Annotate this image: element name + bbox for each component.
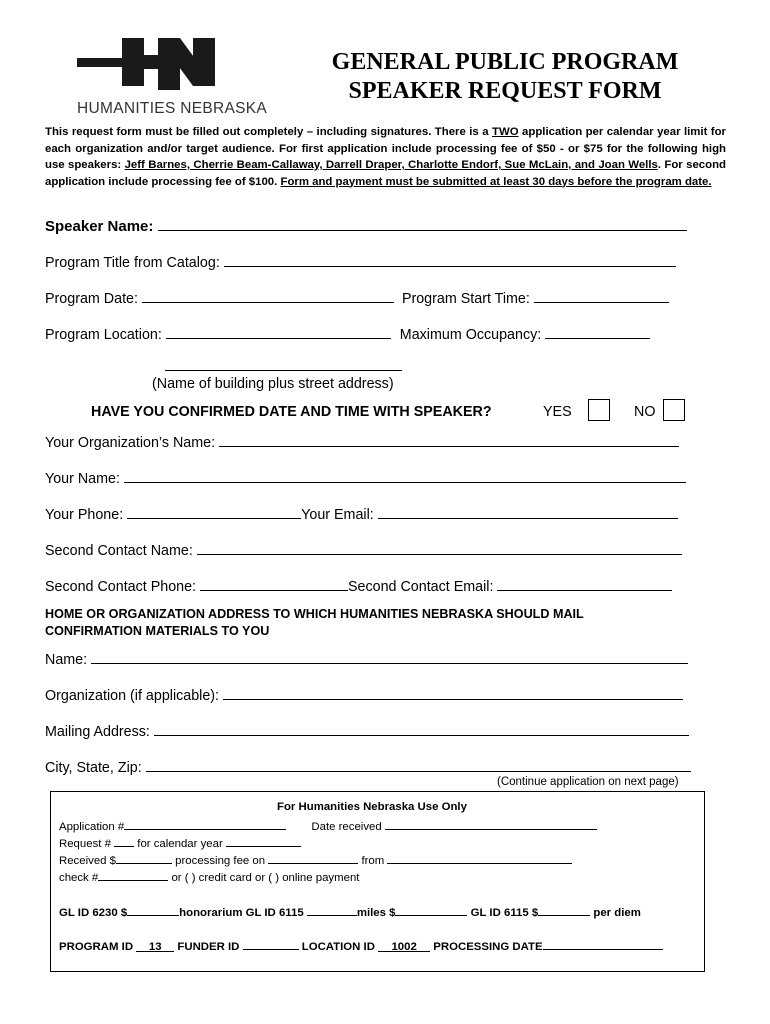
location-id-value: 1002	[378, 940, 430, 952]
check-row	[59, 869, 359, 885]
second-contact-phone-row	[45, 577, 672, 596]
mailing-address-label: Mailing Address:	[45, 724, 150, 740]
honorarium-label: honorarium GL ID 6115	[179, 907, 304, 919]
your-phone-field[interactable]	[127, 505, 301, 519]
request-field[interactable]	[114, 835, 134, 847]
humanities-nebraska-logo	[75, 38, 285, 118]
funder-id-field[interactable]	[243, 938, 299, 950]
mail-organization-row	[45, 686, 683, 705]
logo-org-name: HUMANITIES NEBRASKA	[77, 100, 268, 117]
check-label: check #	[59, 872, 99, 884]
check-field[interactable]	[98, 869, 168, 881]
confirm-question: HAVE YOU CONFIRMED DATE AND TIME WITH SPEAKER?	[91, 404, 492, 420]
mail-name-field[interactable]	[91, 650, 688, 664]
date-received-field[interactable]	[385, 818, 597, 830]
location-hint: (Name of building plus street address)	[152, 376, 394, 392]
second-contact-name-label: Second Contact Name:	[45, 543, 193, 559]
intro-payment-note: Form and payment must be submitted at least 30 days before the program date.	[280, 175, 712, 188]
mail-name-label: Name:	[45, 652, 88, 668]
gl-6230-label: GL ID 6230 $	[59, 907, 128, 919]
your-name-label: Your Name:	[45, 471, 120, 487]
hn-logo-mark-icon	[75, 38, 235, 98]
speaker-name-field[interactable]	[158, 217, 687, 231]
yes-label: YES	[543, 404, 572, 420]
program-location-row	[45, 325, 650, 344]
your-name-field[interactable]	[124, 469, 686, 483]
second-contact-phone-field[interactable]	[200, 577, 348, 591]
office-use-heading: For Humanities Nebraska Use Only	[277, 801, 467, 813]
intro-part1: This request form must be filled out completely – including signatures. There is a	[45, 126, 492, 138]
from-label: from	[361, 855, 385, 867]
program-date-label: Program Date:	[45, 291, 138, 307]
yes-checkbox[interactable]	[588, 399, 610, 421]
gl-6115-miles-field[interactable]	[307, 904, 357, 916]
program-date-field[interactable]	[142, 289, 394, 303]
per-diem-label: per diem	[593, 907, 641, 919]
per-diem-field[interactable]	[538, 904, 590, 916]
city-state-zip-label: City, State, Zip:	[45, 760, 142, 776]
speaker-name-row	[45, 217, 687, 236]
application-label: Application #	[59, 821, 125, 833]
request-label: Request #	[59, 838, 111, 850]
application-row	[59, 818, 597, 834]
processing-date-label: PROCESSING DATE	[433, 941, 543, 953]
city-state-zip-field[interactable]	[146, 758, 691, 772]
location-address-field[interactable]	[165, 358, 402, 371]
office-use-box	[50, 791, 705, 972]
org-name-label: Your Organization’s Name:	[45, 435, 216, 451]
intro-part3: . For second application include processing fee of $100.	[45, 159, 726, 188]
ids-row	[59, 938, 663, 954]
second-contact-email-label: Second Contact Email:	[348, 579, 494, 595]
funder-id-label: FUNDER ID	[177, 941, 240, 953]
program-date-row	[45, 289, 669, 308]
mailing-heading-line1: HOME OR ORGANIZATION ADDRESS TO WHICH HUMANITIES NEBRASKA SHOULD MAIL	[45, 607, 584, 621]
received-row	[59, 852, 572, 868]
mailing-address-field[interactable]	[154, 722, 689, 736]
mailing-heading-line2: CONFIRMATION MATERIALS TO YOU	[45, 623, 270, 638]
miles-amount-field[interactable]	[395, 904, 467, 916]
program-location-label: Program Location:	[45, 327, 162, 343]
calendar-year-field[interactable]	[226, 835, 301, 847]
intro-two: TWO	[492, 126, 519, 138]
received-label: Received $	[59, 855, 116, 867]
credit-online-label: or ( ) credit card or ( ) online payment	[171, 872, 360, 884]
phone-email-row	[45, 505, 678, 524]
program-title-label: Program Title from Catalog:	[45, 255, 220, 271]
second-contact-name-field[interactable]	[197, 541, 682, 555]
second-contact-name-row	[45, 541, 682, 560]
received-amount-field[interactable]	[116, 852, 172, 864]
your-email-field[interactable]	[378, 505, 678, 519]
processing-date-field[interactable]	[543, 938, 663, 950]
gl-row	[59, 904, 641, 920]
org-name-row	[45, 433, 679, 452]
maximum-occupancy-field[interactable]	[545, 325, 650, 339]
processing-fee-on-label: processing fee on	[175, 855, 266, 867]
your-phone-label: Your Phone:	[45, 507, 124, 523]
form-title	[300, 48, 710, 106]
program-location-field[interactable]	[166, 325, 391, 339]
continue-note: (Continue application on next page)	[497, 776, 679, 788]
gl-6230-field[interactable]	[127, 904, 179, 916]
your-name-row	[45, 469, 686, 488]
program-title-row	[45, 253, 676, 272]
maximum-occupancy-label: Maximum Occupancy:	[399, 327, 542, 343]
org-name-field[interactable]	[219, 433, 679, 447]
no-label: NO	[634, 404, 656, 420]
processing-fee-date-field[interactable]	[268, 852, 358, 864]
city-state-zip-row	[45, 758, 691, 777]
mail-name-row	[45, 650, 688, 669]
second-contact-email-field[interactable]	[497, 577, 672, 591]
program-title-field[interactable]	[224, 253, 676, 267]
mailing-address-row	[45, 722, 689, 741]
mail-organization-label: Organization (if applicable):	[45, 688, 220, 704]
calendar-year-label: for calendar year	[137, 838, 223, 850]
application-field[interactable]	[124, 818, 286, 830]
request-row	[59, 835, 301, 851]
from-field[interactable]	[387, 852, 572, 864]
form-title-line1: GENERAL PUBLIC PROGRAM	[331, 49, 679, 75]
intro-paragraph	[45, 124, 726, 190]
gl-6115-label: GL ID 6115 $	[470, 907, 539, 919]
date-received-label: Date received	[311, 821, 382, 833]
second-contact-phone-label: Second Contact Phone:	[45, 579, 197, 595]
program-id-value: 13	[136, 940, 174, 952]
intro-speakers: Jeff Barnes, Cherrie Beam-Callaway, Darrell Draper, Charlotte Endorf, Sue McLain, and Joan Wells	[124, 159, 658, 171]
mailing-address-heading	[45, 606, 725, 639]
program-start-time-field[interactable]	[534, 289, 669, 303]
intro-part2: application per calendar year limit for each organization and/or target audience. For first application include processing fee of $50 - or $75 for the following high use speakers:	[45, 126, 726, 171]
location-id-label: LOCATION ID	[301, 941, 375, 953]
form-title-line2: SPEAKER REQUEST FORM	[348, 78, 662, 104]
mail-organization-field[interactable]	[223, 686, 683, 700]
miles-label: miles $	[356, 907, 396, 919]
program-id-label: PROGRAM ID	[59, 941, 134, 953]
no-checkbox[interactable]	[663, 399, 685, 421]
your-email-label: Your Email:	[301, 507, 374, 523]
program-start-time-label: Program Start Time:	[401, 291, 530, 307]
speaker-name-label: Speaker Name:	[45, 218, 154, 235]
